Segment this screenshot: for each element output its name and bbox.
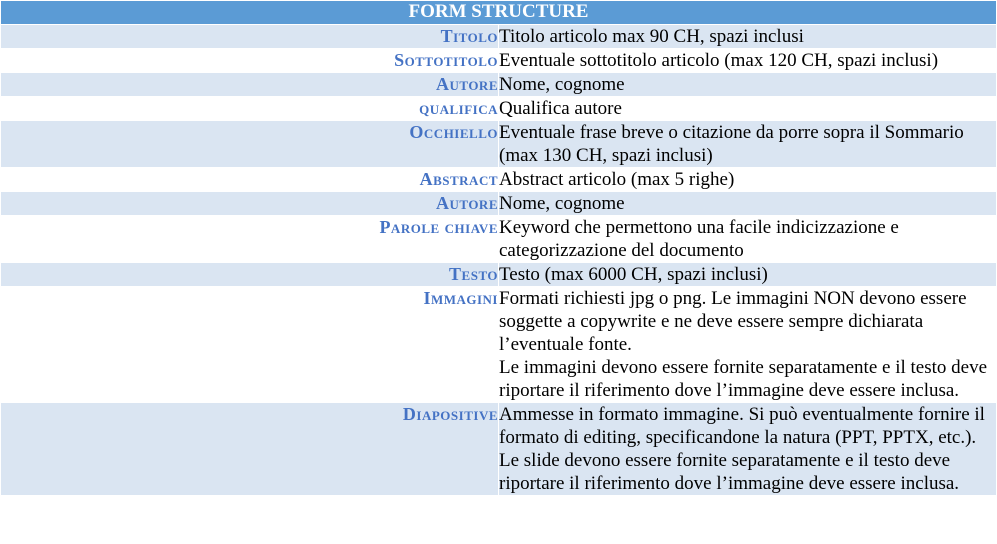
row-value-text: Abstract articolo (max 5 righe) — [499, 169, 735, 190]
row-value — [499, 263, 997, 287]
table-row — [1, 263, 997, 287]
table-title: FORM STRUCTURE — [1, 1, 997, 25]
table-row — [1, 287, 997, 403]
row-label: Testo — [1, 263, 499, 287]
row-value — [499, 192, 997, 216]
row-label: Immagini — [1, 287, 499, 403]
table-row — [1, 25, 997, 49]
row-value — [499, 121, 997, 168]
row-value — [499, 216, 997, 263]
row-label: Titolo — [1, 25, 499, 49]
row-label: Autore — [1, 192, 499, 216]
row-value — [499, 49, 997, 73]
table-row — [1, 403, 997, 496]
row-value — [499, 403, 997, 496]
row-value — [499, 287, 997, 403]
row-label: Occhiello — [1, 121, 499, 168]
row-value-text: Nome, cognome — [499, 193, 625, 214]
row-label: Abstract — [1, 168, 499, 192]
row-value-text: Qualifica autore — [499, 98, 622, 119]
table-row — [1, 49, 997, 73]
table-row — [1, 73, 997, 97]
row-value-text: Eventuale sottotitolo articolo (max 120 CH, spazi inclusi) — [499, 50, 939, 71]
row-label: qualifica — [1, 97, 499, 121]
table-row — [1, 97, 997, 121]
row-label: Sottotitolo — [1, 49, 499, 73]
row-value — [499, 168, 997, 192]
table-header-row — [1, 1, 997, 25]
row-value-text: Eventuale frase breve o citazione da porre sopra il Sommario (max 130 CH, spazi inclusi) — [499, 122, 964, 166]
row-value — [499, 97, 997, 121]
table-row — [1, 121, 997, 168]
row-value-text: Le slide devono essere fornite separatamente e il testo deve riportare il riferimento dove l’immagine deve essere inclusa. — [499, 450, 960, 494]
row-value-text: Testo (max 6000 CH, spazi inclusi) — [499, 264, 768, 285]
table-row — [1, 168, 997, 192]
table-row — [1, 216, 997, 263]
row-value — [499, 25, 997, 49]
row-value-text: Formati richiesti jpg o png. Le immagini NON devono essere soggette a copywrite e ne deve essere sempre dichiarata l’eventuale fonte. — [499, 288, 967, 355]
table-row — [1, 192, 997, 216]
row-label: Diapositive — [1, 403, 499, 496]
row-value-text: Ammesse in formato immagine. Si può eventualmente fornire il formato di editing, specificandone la natura (PPT, PPTX, etc.). — [499, 404, 985, 448]
row-label: Autore — [1, 73, 499, 97]
row-label: Parole chiave — [1, 216, 499, 263]
row-value-text: Nome, cognome — [499, 74, 625, 95]
row-value — [499, 73, 997, 97]
row-value-text: Titolo articolo max 90 CH, spazi inclusi — [499, 26, 804, 47]
row-value-text: Le immagini devono essere fornite separatamente e il testo deve riportare il riferimento dove l’immagine deve essere inclusa. — [499, 357, 988, 401]
row-value-text: Keyword che permettono una facile indicizzazione e categorizzazione del documento — [499, 217, 899, 261]
